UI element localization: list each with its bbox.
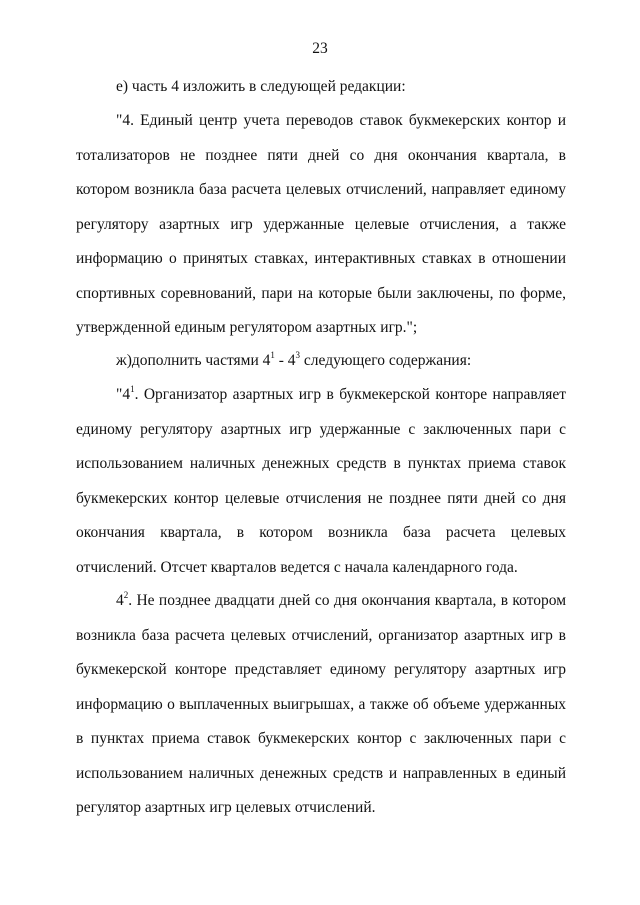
paragraph-part-4-2-text: . Не позднее двадцати дней со дня окончания квартала, в котором возникла база расчета целевых отчислений, организатор азартных игр в букмекерской конторе представляет единому регулятору азартных игр информацию о выплаченных выигрышах, а также об объеме удержанных в пунктах приема ставок букмекерских контор с заключенных пари с использованием наличных денежных средств и направленных в единый регулятор азартных игр целевых отчислений. bbox=[76, 592, 566, 816]
paragraph-amendment-zh-text-after: следующего содержания: bbox=[300, 352, 472, 369]
superscript-1: 1 bbox=[130, 383, 135, 394]
paragraph-amendment-zh-text-before: ж)дополнить частями 4 bbox=[116, 352, 271, 369]
superscript-2: 2 bbox=[123, 589, 129, 600]
paragraph-amendment-zh-text-middle: - 4 bbox=[274, 352, 296, 369]
paragraph-amendment-e: е) часть 4 изложить в следующей редакции: bbox=[116, 78, 406, 95]
paragraph-part-4-1-number: "4 bbox=[116, 386, 131, 403]
paragraph-part-4-2 bbox=[76, 584, 566, 826]
superscript-1: 1 bbox=[270, 349, 275, 360]
paragraph-part-4-2-number: 4 bbox=[116, 592, 124, 609]
paragraph-part-4-text: "4. Единый центр учета переводов ставок букмекерских контор и тотализаторов не позднее пяти дней со дня окончания квартала, в котором возникла база расчета целевых отчислений, направляет единому регулятору азартных игр удержанные целевые отчисления, а также информацию о принятых ставках, интерактивных ставках в отношении спортивных соревнований, пари на которые были заключены, по форме, утвержденной единым регулятором азартных игр."; bbox=[76, 112, 566, 336]
paragraph-part-4-1 bbox=[76, 378, 566, 585]
paragraph-amendment-zh bbox=[76, 344, 566, 379]
superscript-3: 3 bbox=[295, 349, 301, 360]
paragraph-part-4-1-text: . Организатор азартных игр в букмекерской конторе направляет единому регулятору азартных игр удержанные с заключенных пари с использованием наличных денежных средств в пунктах приема ставок букмекерских контор целевые отчисления не позднее пяти дней со дня окончания квартала, в котором возникла база расчета целевых отчислений. Отсчет кварталов ведется с начала календарного года. bbox=[76, 386, 566, 576]
page-number: 23 bbox=[312, 40, 328, 57]
